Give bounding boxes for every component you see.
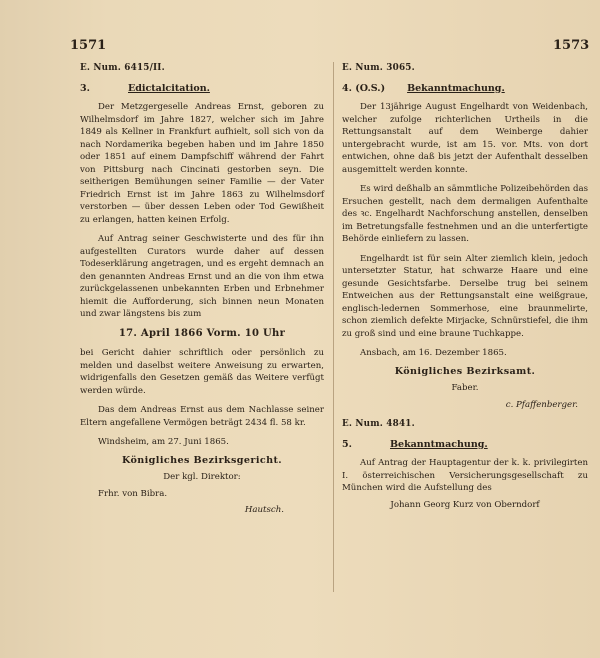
- right-authority: Königliches Bezirksamt.: [394, 365, 536, 377]
- left-deadline: 17. April 1866 Vorm. 10 Uhr: [118, 327, 286, 339]
- right-paragraph-3: Engelhardt ist für sein Alter ziemlich klein, jedoch untersetzter Statur, hat schwarze Haare und eine gesunde Gesichtsfarbe. Derselbe trug bei seinem Entweichen aus der Rettungsanstalt eine weißgraue, englisch-ledernen Sommerhose, eine braunmelirte, schon ziemlich defekte Mirjacke, Schnürstiefel, die ihm zu groß sind und eine braune Tuchkappe.: [342, 253, 588, 339]
- left-paragraph-4: Das dem Andreas Ernst aus dem Nachlasse seiner Eltern angefallene Vermögen beträgt 2434 fl. 58 kr.: [80, 405, 324, 428]
- page-number-right: 1573: [553, 38, 590, 53]
- right-entry-number-2: E. Num. 4841.: [342, 419, 415, 429]
- left-authority: Königliches Bezirksgericht.: [121, 454, 283, 466]
- right-signature-1: Faber.: [451, 383, 479, 393]
- right-paragraph-4: Auf Antrag der Hauptagentur der k. k. privilegirten I. österreichischen Versicherungsgesellschaft zu München wird die Aufstellung des: [342, 458, 588, 493]
- page-number-left: 1571: [70, 38, 107, 53]
- left-paragraph-2: Auf Antrag seiner Geschwisterte und des für ihn aufgestellten Curators wurde daher auf dessen Todeserklärung angetragen, und es ergeht demnach an den genannten Andreas Ernst und an die von ihm etwa zurückgelassenen unbekannten Erben und Erbnehmer hiemit die Aufforderung, sich binnen neun Monaten und zwar längstens bis zum: [80, 234, 324, 319]
- right-signature-2: c. Pfaffenberger.: [505, 399, 578, 410]
- right-paragraph-1: Der 13jährige August Engelhardt von Weidenbach, welcher zufolge richterlichen Urtheils in die Rettungsanstalt auf dem Weinberge dahier untergebracht wurde, ist am 15. vor. Mts. von dort entwichen, ohne daß bis jetzt der Aufenthalt desselben ausgemittelt werden konnte.: [342, 102, 588, 175]
- left-director-label: Der kgl. Direktor:: [163, 472, 241, 482]
- right-heading-2: [342, 439, 588, 452]
- left-director-name: Frhr. von Bibra.: [98, 488, 168, 499]
- right-paragraph-2: Es wird deßhalb an sämmtliche Polizeibehörden das Ersuchen gestellt, nach dem dermaligen Aufenthalte des ꝛc. Engelhardt Nachforschung anstellen, denselben im Betretungsfalle festnehmen und an die unterfertigte Behörde einliefern zu lassen.: [342, 184, 588, 244]
- left-paragraph-3: bei Gericht dahier schriftlich oder persönlich zu melden und daselbst weitere Anweisung zu erwarten, widrigenfalls den Gesetzen gemäß das Weitere verfügt werden würde.: [80, 348, 324, 396]
- column-divider: [333, 62, 334, 592]
- right-place-date: Ansbach, am 16. Dezember 1865.: [360, 348, 507, 358]
- right-notice-title: Bekanntmachung.: [407, 82, 505, 94]
- right-name-line: Johann Georg Kurz von Oberndorf: [390, 499, 540, 510]
- right-heading: [342, 83, 588, 96]
- left-notice-number: 3.: [80, 82, 90, 94]
- left-column: [80, 62, 324, 517]
- left-paragraph-1: Der Metzgergeselle Andreas Ernst, geboren zu Wilhelmsdorf im Jahre 1827, welcher sich im Jahre 1849 als Kellner in Frankfurt aufhielt, soll sich von da nach Nordamerika begeben haben und im Jahre 1850 oder 1851 auf einem Dampfschiff während der Fahrt von Pittsburg nach Cincinati gestorben seyn. Die seitherigen Bemühungen seiner Familie — der Vater Friedrich Ernst ist im Jahre 1863 zu Wilhelmsdorf verstorben — über dessen Leben oder Tod Gewißheit zu erlangen, hatten keinen Erfolg.: [80, 102, 324, 225]
- right-notice-title-2: Bekanntmachung.: [390, 438, 488, 450]
- left-clerk-signature: Hautsch.: [244, 505, 284, 515]
- left-place-date: Windsheim, am 27. Juni 1865.: [98, 437, 229, 447]
- left-heading: [80, 83, 324, 96]
- right-column: [342, 62, 588, 511]
- left-notice-title: Edictalcitation.: [128, 82, 210, 94]
- left-entry-number: E. Num. 6415/II.: [80, 63, 165, 73]
- right-notice-number-2: 5.: [342, 438, 352, 450]
- right-entry-number: E. Num. 3065.: [342, 63, 415, 73]
- right-notice-number: 4. (O.S.): [342, 82, 386, 94]
